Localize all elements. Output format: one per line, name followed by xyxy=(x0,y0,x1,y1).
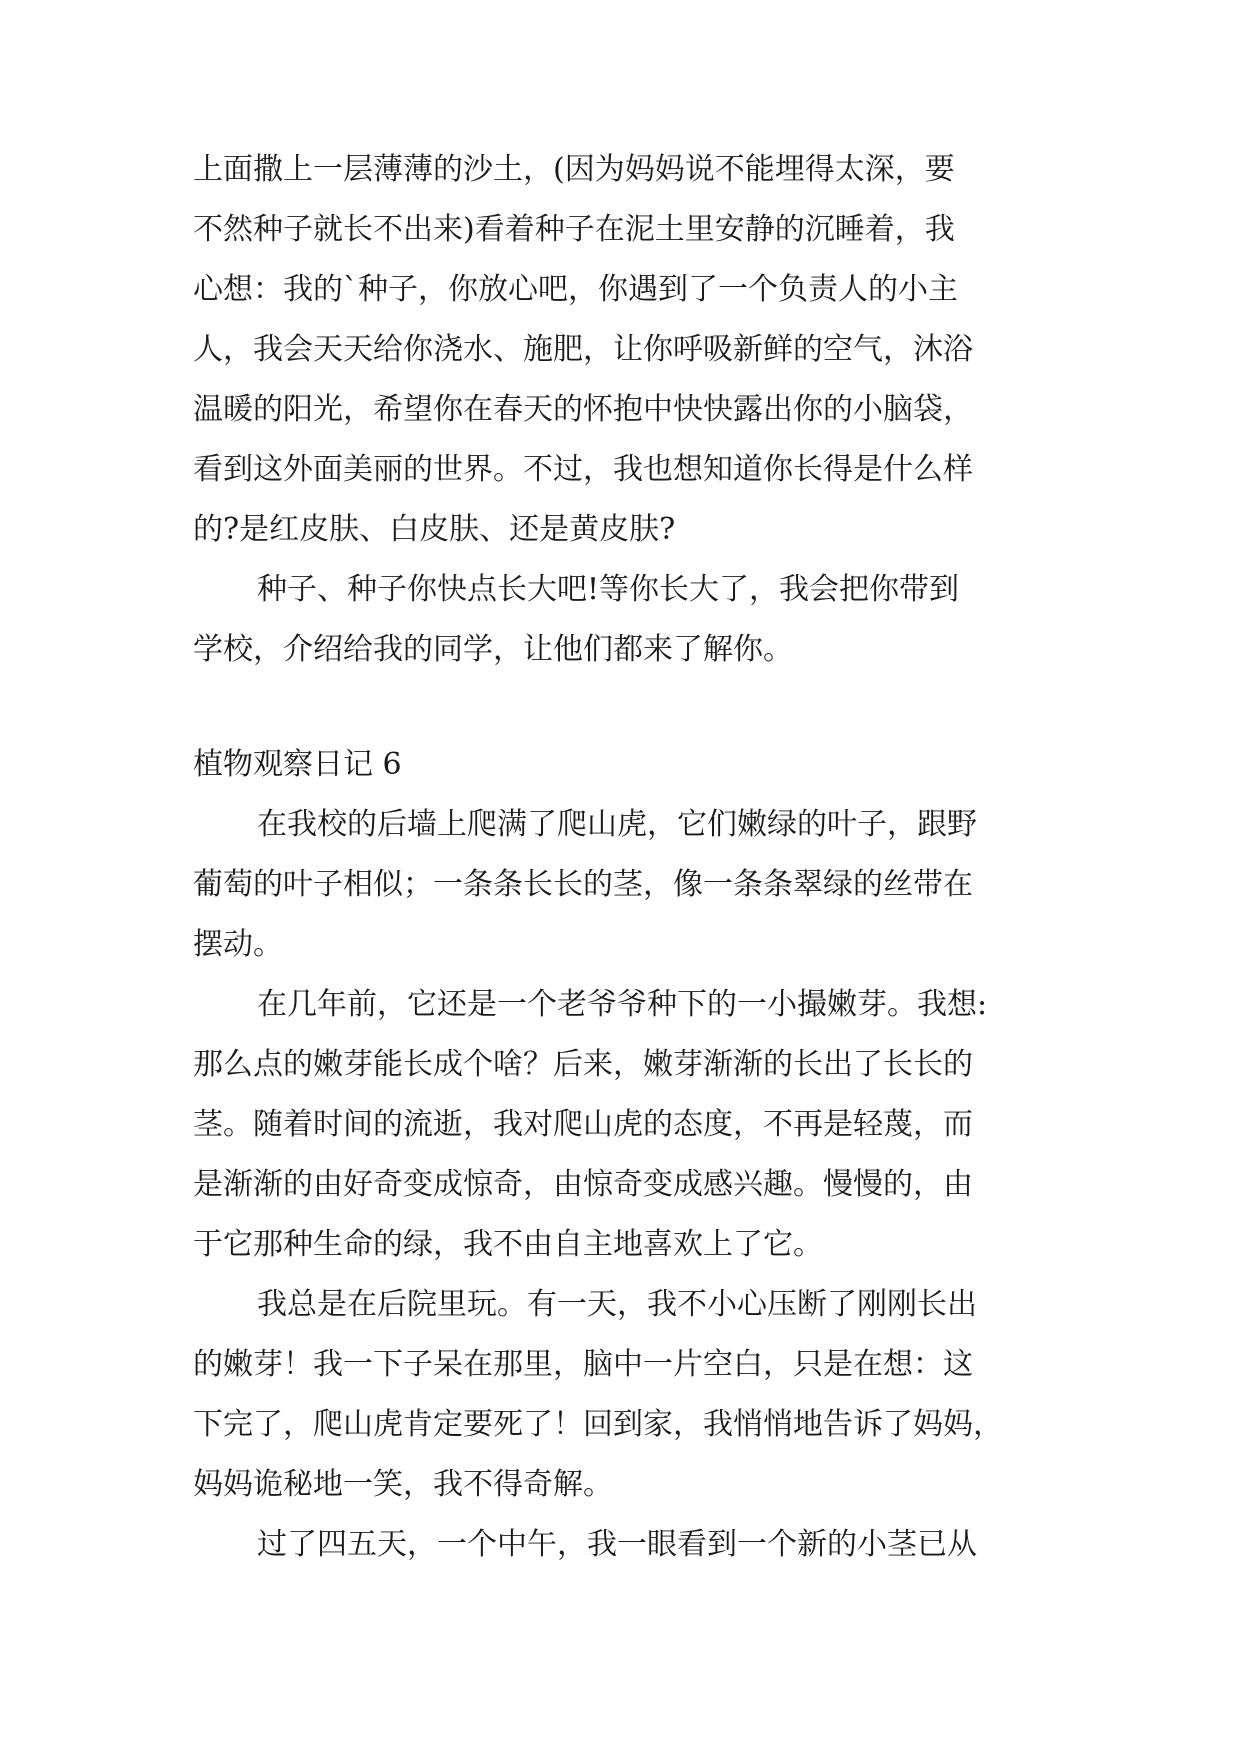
text-line: 我总是在后院里玩。有一天，我不小心压断了刚刚长出 xyxy=(257,1287,977,1322)
text-line: 下完了，爬山虎肯定要死了！回到家，我悄悄地告诉了妈妈， xyxy=(193,1407,1003,1442)
paragraph-line xyxy=(0,1045,1241,1085)
paragraph-line xyxy=(0,1345,1241,1385)
paragraph-line xyxy=(0,925,1241,965)
paragraph-line xyxy=(0,450,1241,490)
text-line: 上面撒上一层薄薄的沙土，(因为妈妈说不能埋得太深，要 xyxy=(193,152,955,187)
section-heading xyxy=(0,745,1241,785)
text-line: 种子、种子你快点长大吧!等你长大了，我会把你带到 xyxy=(257,572,960,607)
text-line: 温暖的阳光，希望你在春天的怀抱中快快露出你的小脑袋， xyxy=(193,392,973,427)
paragraph-line xyxy=(0,510,1241,550)
text-line: 学校，介绍给我的同学，让他们都来了解你。 xyxy=(193,632,793,667)
text-line: 看到这外面美丽的世界。不过，我也想知道你长得是什么样 xyxy=(193,452,973,487)
text-line: 在我校的后墙上爬满了爬山虎，它们嫩绿的叶子，跟野 xyxy=(257,807,977,842)
text-line: 于它那种生命的绿，我不由自主地喜欢上了它。 xyxy=(193,1227,823,1262)
paragraph-line xyxy=(0,150,1241,190)
text-line: 葡萄的叶子相似；一条条长长的茎，像一条条翠绿的丝带在 xyxy=(193,867,973,902)
text-line: 茎。随着时间的流逝，我对爬山虎的态度，不再是轻蔑，而 xyxy=(193,1107,973,1142)
text-line: 在几年前，它还是一个老爷爷种下的一小撮嫩芽。我想: xyxy=(257,987,988,1022)
paragraph-line xyxy=(0,1285,1241,1325)
paragraph-line xyxy=(0,1165,1241,1205)
paragraph-line xyxy=(0,570,1241,610)
paragraph-line xyxy=(0,805,1241,845)
text-line: 过了四五天，一个中午，我一眼看到一个新的小茎已从 xyxy=(257,1527,977,1562)
paragraph-line xyxy=(0,985,1241,1025)
paragraph-line xyxy=(0,865,1241,905)
paragraph-line xyxy=(0,630,1241,670)
section-title: 植物观察日记 6 xyxy=(193,747,402,782)
paragraph-line xyxy=(0,1105,1241,1145)
text-line: 的嫩芽！我一下子呆在那里，脑中一片空白，只是在想：这 xyxy=(193,1347,973,1382)
text-line: 不然种子就长不出来)看着种子在泥土里安静的沉睡着，我 xyxy=(193,212,955,247)
text-line: 妈妈诡秘地一笑，我不得奇解。 xyxy=(193,1467,613,1502)
paragraph-line xyxy=(0,1525,1241,1565)
paragraph-line xyxy=(0,330,1241,370)
paragraph-line xyxy=(0,1465,1241,1505)
text-line: 的?是红皮肤、白皮肤、还是黄皮肤? xyxy=(193,512,676,547)
text-line: 是渐渐的由好奇变成惊奇，由惊奇变成感兴趣。慢慢的，由 xyxy=(193,1167,973,1202)
text-line: 那么点的嫩芽能长成个啥？后来，嫩芽渐渐的长出了长长的 xyxy=(193,1047,973,1082)
paragraph-line xyxy=(0,1405,1241,1445)
paragraph-line xyxy=(0,270,1241,310)
text-line: 心想：我的`种子，你放心吧，你遇到了一个负责人的小主 xyxy=(193,272,958,307)
text-line: 摆动。 xyxy=(193,927,283,962)
paragraph-line xyxy=(0,1225,1241,1265)
text-line: 人，我会天天给你浇水、施肥，让你呼吸新鲜的空气，沐浴 xyxy=(193,332,973,367)
paragraph-line xyxy=(0,210,1241,250)
paragraph-line xyxy=(0,390,1241,430)
